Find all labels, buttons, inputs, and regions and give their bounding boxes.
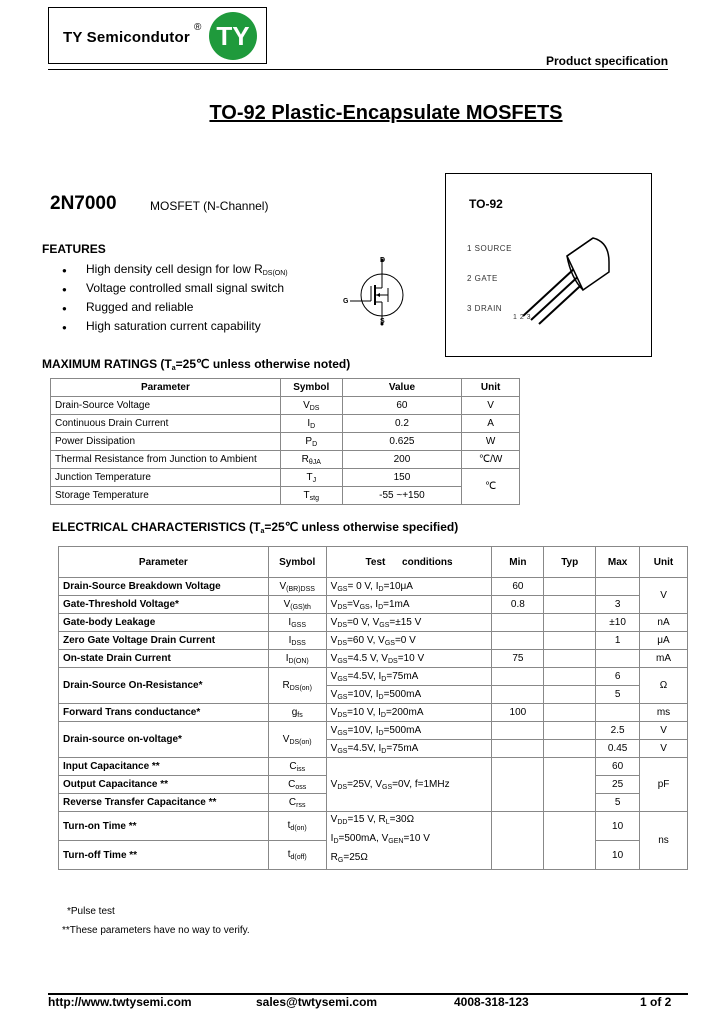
website-link[interactable]: http://www.twtysemi.com [48,995,192,1009]
table-cell: Min [492,547,544,578]
table-cell [544,722,596,740]
registered-mark: ® [194,22,202,33]
table-cell: $V_{(GS)th}$ [268,596,326,614]
bullet-icon: ● [62,285,67,294]
table-header-row [59,547,688,578]
table-cell: $V_{DS}$ [280,397,342,415]
table-cell: 100 [492,704,544,722]
table-cell: $R_{\theta JA}$ [280,451,342,469]
table-cell: 200 [342,451,461,469]
table-row [51,451,520,469]
source-label: S [380,318,385,325]
part-description: MOSFET (N-Channel) [150,199,269,213]
drain-label: D [380,257,386,264]
table-cell: ms [640,704,688,722]
table-cell [544,632,596,650]
phone-number: 4008-318-123 [454,995,529,1009]
table-cell: $V_{(BR)DSS}$ [268,578,326,596]
table-cell: V [640,740,688,758]
table-cell: $I_D$ [280,415,342,433]
table-cell [596,578,640,596]
pin-3-label: 3 DRAIN [467,304,503,313]
table-cell: $t_{d(off)}$ [268,841,326,870]
table-cell: Turn-on Time ** [59,812,269,841]
table-cell: $V_{DS}=60$ V, $V_{GS}=0$ V [326,632,492,650]
table-cell: Drain-Source Voltage [51,397,281,415]
table-cell: Turn-off Time ** [59,841,269,870]
table-cell: 75 [492,650,544,668]
table-cell: $V_{DS(on)}$ [268,722,326,758]
table-cell: 3 [596,596,640,614]
table-cell: Symbol [280,379,342,397]
product-spec-label: Product specification [546,54,669,68]
table-cell: Continuous Drain Current [51,415,281,433]
table-cell [492,632,544,650]
table-cell: Junction Temperature [51,469,281,487]
table-cell [544,614,596,632]
note-pulse-test: *Pulse test [67,906,115,917]
table-cell: Drain-Source Breakdown Voltage [59,578,269,596]
table-cell: $I_{D(ON)}$ [268,650,326,668]
feature-item: ● High saturation current capability [62,319,261,333]
table-cell [544,578,596,596]
table-cell: Zero Gate Voltage Drain Current [59,632,269,650]
electrical-title: ELECTRICAL CHARACTERISTICS ($T_a=25℃$ unless otherwise specified) [52,520,459,535]
table-cell: V [462,397,520,415]
table-cell: 2.5 [596,722,640,740]
table-cell: Parameter [59,547,269,578]
table-cell [544,686,596,704]
table-row [59,578,688,596]
table-cell: 0.45 [596,740,640,758]
table-cell: 0.8 [492,596,544,614]
table-cell [492,614,544,632]
table-row [59,704,688,722]
table-cell: Symbol [268,547,326,578]
table-cell: 60 [492,578,544,596]
table-cell [492,758,544,812]
table-cell: $g_{fs}$ [268,704,326,722]
table-cell [544,812,596,870]
table-cell [596,704,640,722]
table-cell [544,668,596,686]
pin-1-label: 1 SOURCE [467,244,512,253]
table-cell: $V_{DS}=0$ V, $V_{GS}=\pm 15$ V [326,614,492,632]
table-cell: 6 [596,668,640,686]
table-cell: Gate-body Leakage [59,614,269,632]
table-cell: $R_{DS(on)}$ [268,668,326,704]
table-cell: Output Capacitance ** [59,776,269,794]
max-ratings-title: MAXIMUM RATINGS ($T_a=25℃$ unless otherwise noted) [42,357,351,372]
table-cell: -55 ~+150 [342,487,461,505]
table-cell: nA [640,614,688,632]
table-cell: $V_{DS}=10$ V, $I_D=200mA$ [326,704,492,722]
table-cell: Gate-Threshold Voltage* [59,596,269,614]
table-cell: ℃ [462,469,520,505]
table-cell: Forward Trans conductance* [59,704,269,722]
table-cell: $V_{GS}= 0$ V, $I_D=10\mu A$ [326,578,492,596]
table-cell: 150 [342,469,461,487]
table-cell [492,722,544,740]
table-cell: $C_{oss}$ [268,776,326,794]
table-cell: 10 [596,841,640,870]
feature-item: ● High density cell design for low $R_{DS(ON)}$ [62,262,288,277]
table-cell: Drain-source on-voltage* [59,722,269,758]
table-cell: ns [640,812,688,870]
table-cell: Unit [462,379,520,397]
max-ratings-table [50,378,520,505]
table-row [59,812,688,841]
electrical-table [58,546,688,870]
table-cell: Reverse Transfer Capacitance ** [59,794,269,812]
table-cell: $V_{DS}=V_{GS}$, $I_D=1mA$ [326,596,492,614]
table-cell: $V_{GS}=4.5V$, $I_D=75mA$ [326,740,492,758]
to92-package-icon [505,228,615,328]
table-row [59,722,688,740]
table-cell [596,650,640,668]
table-cell: 0.2 [342,415,461,433]
table-cell: $V_{GS}=10V$, $I_D=500mA$ [326,722,492,740]
table-cell [544,758,596,812]
note-not-verified: **These parameters have no way to verify. [62,925,250,936]
table-cell: Storage Temperature [51,487,281,505]
table-cell: V [640,722,688,740]
table-cell: Thermal Resistance from Junction to Ambient [51,451,281,469]
features-title: FEATURES [42,242,106,256]
table-row [51,433,520,451]
table-cell: Unit [640,547,688,578]
table-cell [544,740,596,758]
table-cell: 10 [596,812,640,841]
table-cell [544,704,596,722]
bullet-icon: ● [62,266,67,275]
table-cell [544,650,596,668]
table-row [59,650,688,668]
table-cell: mA [640,650,688,668]
table-cell: $V_{DD}=15$ V, $R_L=30\Omega$ $I_D=500mA$, $V_{GEN}=10$ V $R_G=25\Omega$ [326,812,492,870]
feature-item: ● Voltage controlled small signal switch [62,281,285,295]
part-number: 2N7000 [50,193,117,214]
table-cell: $C_{iss}$ [268,758,326,776]
table-row [59,614,688,632]
package-name: TO-92 [469,197,503,211]
table-cell: 0.625 [342,433,461,451]
table-cell: 5 [596,686,640,704]
table-cell: $P_D$ [280,433,342,451]
table-cell: 5 [596,794,640,812]
table-cell: ℃/W [462,451,520,469]
table-cell [492,686,544,704]
table-cell: V [640,578,688,614]
table-cell: Parameter [51,379,281,397]
pin-numbers: 1 2 3 [513,314,532,321]
bullet-icon: ● [62,323,67,332]
table-cell [492,668,544,686]
table-cell: $V_{GS}=4.5$ V, $V_{DS}=10$ V [326,650,492,668]
table-row [51,415,520,433]
table-cell: Power Dissipation [51,433,281,451]
table-cell [544,596,596,614]
table-cell: $I_{DSS}$ [268,632,326,650]
table-cell: W [462,433,520,451]
bullet-icon: ● [62,304,67,313]
table-cell: On-state Drain Current [59,650,269,668]
gate-label: G [343,298,349,305]
table-cell: Value [342,379,461,397]
email-link[interactable]: sales@twtysemi.com [256,995,378,1009]
table-cell [492,740,544,758]
table-cell: $T_{stg}$ [280,487,342,505]
table-row [59,632,688,650]
table-cell: 60 [596,758,640,776]
table-cell: $V_{GS}=10V$, $I_D=500mA$ [326,686,492,704]
table-cell: $I_{GSS}$ [268,614,326,632]
table-cell: 25 [596,776,640,794]
table-cell: 60 [342,397,461,415]
pin-2-label: 2 GATE [467,274,498,283]
table-row [51,397,520,415]
table-cell: μA [640,632,688,650]
table-row [51,487,520,505]
table-cell: $V_{DS}=25V$, $V_{GS}=0V$, f=1MHz [326,758,492,812]
company-logo-icon: TY [209,12,257,60]
table-cell: Max [596,547,640,578]
table-cell: pF [640,758,688,812]
table-cell: A [462,415,520,433]
table-cell: $V_{GS}=4.5V$, $I_D=75mA$ [326,668,492,686]
table-cell: $C_{rss}$ [268,794,326,812]
table-cell: $t_{d(on)}$ [268,812,326,841]
table-cell: ±10 [596,614,640,632]
table-cell: Test conditions [326,547,492,578]
header-divider [48,69,668,70]
table-cell: $T_J$ [280,469,342,487]
table-cell: Drain-Source On-Resistance* [59,668,269,704]
document-title: TO-92 Plastic-Encapsulate MOSFETS [209,102,563,124]
table-header-row [51,379,520,397]
feature-item: ● Rugged and reliable [62,300,194,314]
table-row [59,668,688,686]
table-row [59,758,688,776]
table-row [59,596,688,614]
table-row [51,469,520,487]
mosfet-symbol-icon [340,256,410,328]
company-name: TY Semicondutor [63,29,190,46]
table-cell: Input Capacitance ** [59,758,269,776]
page-number: 1 of 2 [640,995,672,1009]
table-cell: 1 [596,632,640,650]
table-cell: Typ [544,547,596,578]
table-cell: Ω [640,668,688,704]
table-cell [492,812,544,870]
